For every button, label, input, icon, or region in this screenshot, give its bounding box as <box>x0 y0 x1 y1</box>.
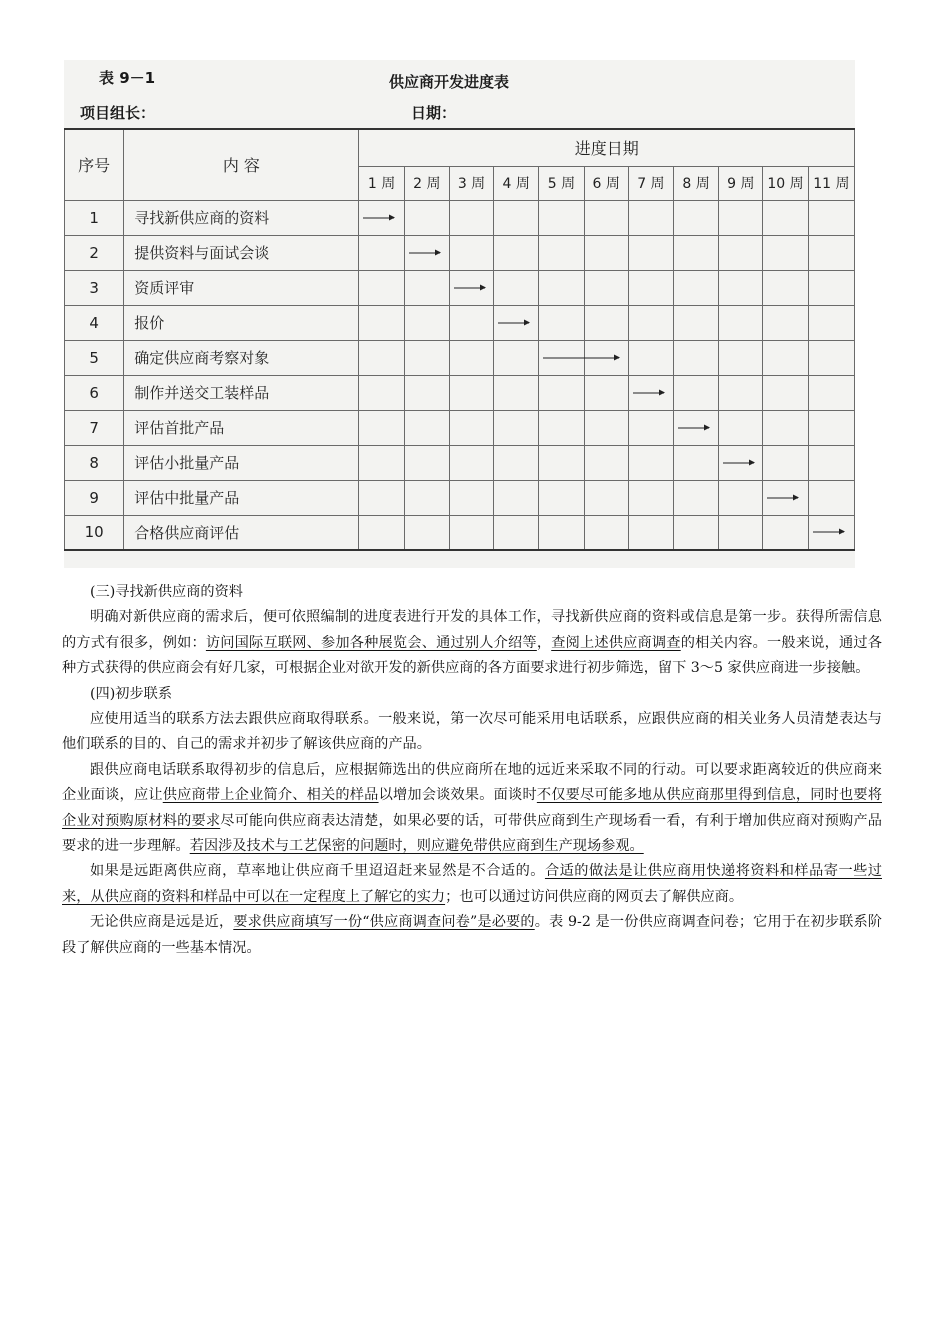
week-cell <box>584 515 628 550</box>
row-content: 寻找新供应商的资料 <box>124 200 359 235</box>
row-number: 8 <box>65 445 124 480</box>
row-content: 提供资料与面试会谈 <box>124 235 359 270</box>
underlined-text: 查阅上述供应商调查 <box>551 634 681 651</box>
week-cell <box>494 410 539 445</box>
week-cell <box>673 305 718 340</box>
week-cell <box>449 515 493 550</box>
underlined-text: 若因涉及技术与工艺保密的问题时，则应避免带供应商到生产现场参观。 <box>189 838 644 855</box>
week-cell <box>404 445 449 480</box>
week-cell <box>584 480 628 515</box>
week-cell <box>539 375 584 410</box>
week-cell <box>673 200 718 235</box>
week-header: 9 周 <box>719 166 763 200</box>
row-number: 5 <box>65 340 124 375</box>
table-row <box>65 270 855 305</box>
row-content: 确定供应商考察对象 <box>124 340 359 375</box>
week-cell <box>539 445 584 480</box>
week-cell <box>628 200 673 235</box>
text-run: 跟供应商电话联系取得初步的信息后，应根据筛选出的供应商所在地的远近来采取不同的行动。可以要求距离较近的供应商来企业面谈，应让 <box>62 761 882 804</box>
week-cell <box>763 235 808 270</box>
text-run: 以增加会谈效果。面谈时 <box>378 787 537 804</box>
row-content: 评估小批量产品 <box>124 445 359 480</box>
week-cell <box>763 515 808 550</box>
week-cell <box>494 270 539 305</box>
section-heading-4: (四)初步联系 <box>90 685 173 702</box>
week-cell <box>628 270 673 305</box>
week-cell <box>628 340 673 375</box>
week-cell <box>584 270 628 305</box>
week-cell <box>584 375 628 410</box>
row-number: 10 <box>65 515 124 550</box>
table-row <box>65 445 855 480</box>
progress-arrow <box>363 217 394 218</box>
week-cell <box>808 305 854 340</box>
week-cell <box>628 235 673 270</box>
week-cell <box>449 305 493 340</box>
week-cell <box>808 270 854 305</box>
week-cell <box>404 270 449 305</box>
week-cell <box>763 305 808 340</box>
row-content: 评估中批量产品 <box>124 480 359 515</box>
week-header: 5 周 <box>539 166 584 200</box>
date-label: 日期： <box>411 104 457 122</box>
week-cell <box>359 235 404 270</box>
week-cell <box>808 235 854 270</box>
row-content: 制作并送交工装样品 <box>124 375 359 410</box>
week-cell <box>539 270 584 305</box>
row-number: 1 <box>65 200 124 235</box>
week-cell <box>719 235 763 270</box>
week-cell <box>404 515 449 550</box>
week-cell <box>808 480 854 515</box>
week-cell <box>539 515 584 550</box>
week-cell <box>808 200 854 235</box>
paragraph: 应使用适当的联系方法去跟供应商取得联系。一般来说，第一次尽可能采用电话联系，应跟供应商的相关业务人员清楚表达与他们联系的目的、自己的需求并初步了解该供应商的产品。 <box>62 711 882 753</box>
table-row <box>65 235 855 270</box>
week-header: 3 周 <box>449 166 493 200</box>
week-header: 6 周 <box>584 166 628 200</box>
week-cell <box>539 305 584 340</box>
week-cell <box>719 515 763 550</box>
week-cell <box>673 445 718 480</box>
week-cell <box>539 480 584 515</box>
week-header: 4 周 <box>494 166 539 200</box>
week-cell <box>584 410 628 445</box>
header-no: 序号 <box>65 129 124 200</box>
week-cell <box>763 480 808 515</box>
week-cell <box>808 515 854 550</box>
table-row <box>65 340 855 375</box>
row-number: 4 <box>65 305 124 340</box>
table-number: 表 9－1 <box>99 69 156 87</box>
text-run: 的相关内容。一般来说，通过各种方式获得的供应商会有好几家，可根据企业对欲开发的新供应商的各方面要求进行初步筛选，留下 3～5 家供应商进一步接触。 <box>62 634 882 677</box>
text-run: ， <box>536 634 552 651</box>
table-row <box>65 375 855 410</box>
week-cell <box>449 480 493 515</box>
week-cell <box>494 480 539 515</box>
table-row <box>65 200 855 235</box>
underlined-text: 不仅要尽可能多地从供应商那里得到信息，同时也要将企业对预购原材料的要求 <box>62 787 882 829</box>
section-heading-3: (三)寻找新供应商的资料 <box>90 584 243 600</box>
progress-arrow <box>767 497 798 498</box>
week-cell <box>628 305 673 340</box>
progress-arrow <box>678 427 709 428</box>
paragraph <box>62 859 882 910</box>
week-cell <box>404 200 449 235</box>
week-cell <box>628 410 673 445</box>
week-cell <box>673 375 718 410</box>
progress-arrow <box>723 462 754 463</box>
week-cell <box>628 375 673 410</box>
week-cell <box>628 515 673 550</box>
week-cell <box>808 340 854 375</box>
week-cell <box>808 410 854 445</box>
week-cell <box>494 200 539 235</box>
week-cell <box>359 270 404 305</box>
table-row <box>65 410 855 445</box>
week-cell <box>673 235 718 270</box>
week-header: 2 周 <box>404 166 449 200</box>
row-content: 资质评审 <box>124 270 359 305</box>
week-cell <box>359 445 404 480</box>
week-cell <box>494 515 539 550</box>
week-cell <box>719 200 763 235</box>
week-cell <box>494 340 539 375</box>
text-run: 。表 9-2 是一份供应商调查问卷；它用于在初步联系阶段了解供应商的一些基本情况。 <box>62 914 882 956</box>
week-cell <box>494 375 539 410</box>
week-header: 8 周 <box>673 166 718 200</box>
text-run: ；也可以通过访问供应商的网页去了解供应商。 <box>445 888 744 905</box>
project-leader-label: 项目组长： <box>80 104 156 122</box>
week-cell <box>359 375 404 410</box>
underlined-text: 访问国际互联网、参加各种展览会、通过别人介绍等 <box>205 634 537 651</box>
underlined-text: 供应商带上企业简介、相关的样品 <box>162 787 379 804</box>
week-cell <box>359 305 404 340</box>
week-cell <box>584 200 628 235</box>
week-cell <box>404 235 449 270</box>
week-cell <box>449 270 493 305</box>
underlined-text: 合适的做法是让供应商用快递将资料和样品寄一些过来，从供应商的资料和样品中可以在一定程度上了解它的实力 <box>62 863 882 905</box>
row-content: 评估首批产品 <box>124 410 359 445</box>
week-cell <box>449 235 493 270</box>
week-cell <box>359 340 404 375</box>
week-cell <box>359 200 404 235</box>
progress-arrow <box>498 322 529 323</box>
week-cell <box>763 410 808 445</box>
row-number: 7 <box>65 410 124 445</box>
week-cell <box>673 480 718 515</box>
week-cell <box>584 235 628 270</box>
week-cell <box>449 200 493 235</box>
week-cell <box>808 445 854 480</box>
week-cell <box>359 410 404 445</box>
header-schedule-date: 进度日期 <box>359 129 855 166</box>
week-cell <box>628 480 673 515</box>
row-content: 报价 <box>124 305 359 340</box>
progress-arrow <box>813 532 844 533</box>
week-cell <box>719 375 763 410</box>
week-cell <box>719 410 763 445</box>
paragraph <box>62 605 882 681</box>
row-content: 合格供应商评估 <box>124 515 359 550</box>
progress-arrow <box>409 252 440 253</box>
supplier-development-schedule-table <box>64 128 855 551</box>
week-cell <box>808 375 854 410</box>
table-row <box>65 515 855 550</box>
text-run: 无论供应商是远是近， <box>90 914 234 931</box>
week-header: 1 周 <box>359 166 404 200</box>
week-cell <box>719 270 763 305</box>
week-cell <box>673 515 718 550</box>
week-cell <box>719 445 763 480</box>
week-cell <box>584 340 628 375</box>
week-cell <box>719 305 763 340</box>
week-cell <box>404 480 449 515</box>
week-cell <box>494 445 539 480</box>
week-header: 10 周 <box>763 166 808 200</box>
week-cell <box>449 375 493 410</box>
week-cell <box>404 340 449 375</box>
text-run: 如果是远距离供应商，草率地让供应商千里迢迢赶来显然是不合适的。 <box>90 863 545 880</box>
week-cell <box>539 235 584 270</box>
week-cell <box>404 305 449 340</box>
paragraph <box>62 910 882 961</box>
week-cell <box>584 445 628 480</box>
table-title: 供应商开发进度表 <box>389 73 510 91</box>
table-row <box>65 305 855 340</box>
week-cell <box>673 270 718 305</box>
table-row <box>65 480 855 515</box>
week-cell <box>763 375 808 410</box>
row-number: 9 <box>65 480 124 515</box>
progress-arrow <box>633 392 664 393</box>
week-cell <box>673 340 718 375</box>
text-run: 尽可能向供应商表达清楚，如果必要的话，可带供应商到生产现场看一看，有利于增加供应商对预购产品要求的进一步理解。 <box>62 812 882 855</box>
week-cell <box>449 410 493 445</box>
week-cell <box>763 340 808 375</box>
week-cell <box>719 480 763 515</box>
week-cell <box>494 235 539 270</box>
week-header: 7 周 <box>628 166 673 200</box>
underlined-text: 要求供应商填写一份“供应商调查问卷”是必要的 <box>233 914 535 931</box>
text-run: 明确对新供应商的需求后，便可依照编制的进度表进行开发的具体工作，寻找新供应商的资料或信息是第一步。获得所需信息的方式有很多，例如： <box>62 609 882 651</box>
week-cell <box>359 515 404 550</box>
week-cell <box>763 200 808 235</box>
week-cell <box>673 410 718 445</box>
week-cell <box>584 305 628 340</box>
header-content: 内 容 <box>124 129 359 200</box>
week-cell <box>449 445 493 480</box>
week-cell <box>404 410 449 445</box>
body-text <box>62 580 882 961</box>
week-cell <box>539 410 584 445</box>
week-cell <box>539 340 584 375</box>
week-cell <box>719 340 763 375</box>
week-cell <box>763 270 808 305</box>
progress-arrow <box>454 287 485 288</box>
week-cell <box>494 305 539 340</box>
week-cell <box>449 340 493 375</box>
row-number: 6 <box>65 375 124 410</box>
row-number: 2 <box>65 235 124 270</box>
week-cell <box>763 445 808 480</box>
week-cell <box>539 200 584 235</box>
week-cell <box>359 480 404 515</box>
paragraph <box>62 758 882 860</box>
week-cell <box>404 375 449 410</box>
week-header: 11 周 <box>808 166 854 200</box>
week-cell <box>628 445 673 480</box>
row-number: 3 <box>65 270 124 305</box>
